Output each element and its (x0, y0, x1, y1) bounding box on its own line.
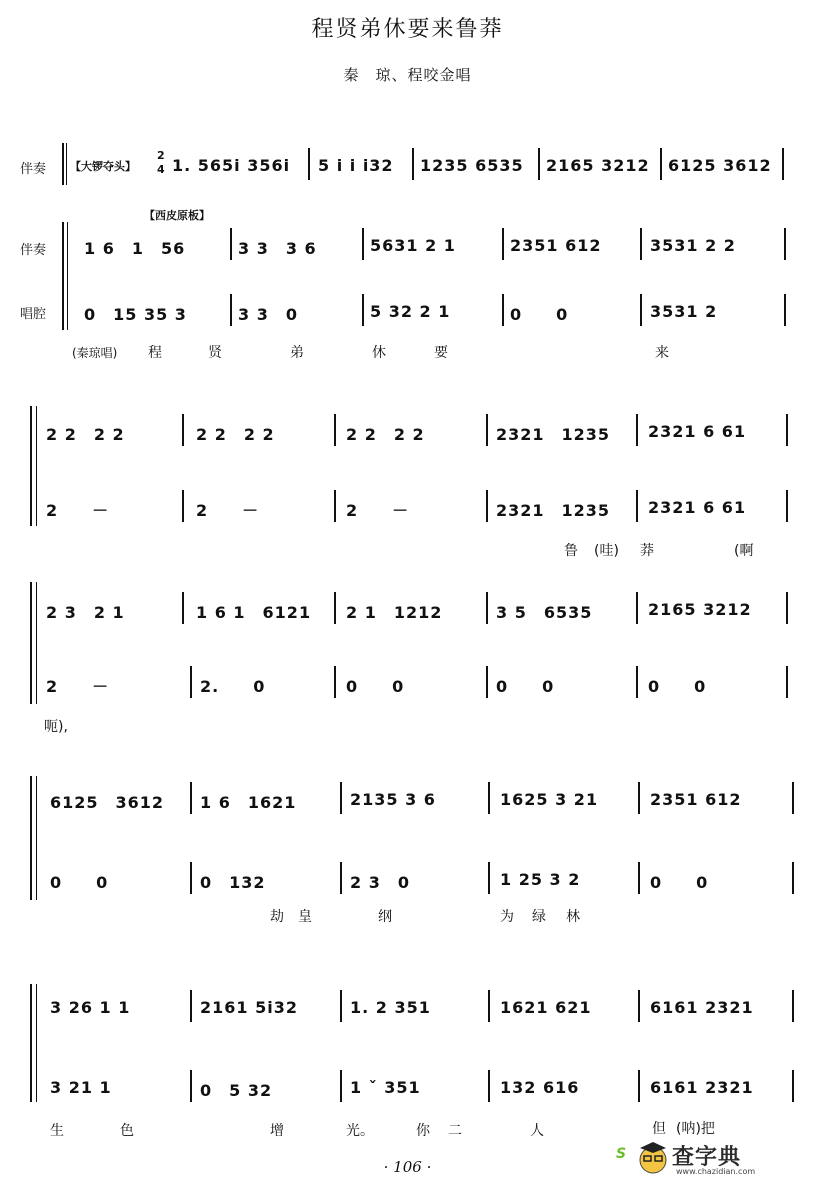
barline (792, 1070, 794, 1102)
measure: 2 3 0 (350, 873, 410, 892)
measure: 1235 6535 (420, 156, 524, 175)
barline (786, 490, 788, 522)
singer-label: (秦琼唱) (72, 346, 118, 360)
barline (636, 414, 638, 446)
lyric: 为 (500, 909, 514, 925)
measure: 1 6 1621 (200, 793, 297, 812)
barline (786, 592, 788, 624)
measure: 1. 565i 356i (172, 156, 291, 175)
measure: 1 6 1 6121 (196, 603, 312, 622)
barline (190, 666, 192, 698)
barline (340, 782, 342, 814)
barline (792, 782, 794, 814)
lyric: (呐)把 (676, 1121, 715, 1137)
barline (488, 1070, 490, 1102)
measure: 2165 3212 (648, 600, 752, 619)
mascot-icon (636, 1140, 670, 1176)
measure: 0 0 (648, 677, 707, 696)
barline (190, 782, 192, 814)
measure: 1621 621 (500, 998, 592, 1017)
barline (792, 862, 794, 894)
barline (486, 414, 488, 446)
barline (636, 490, 638, 522)
measure: 3 26 1 1 (50, 998, 131, 1017)
barline (784, 294, 786, 326)
lyric: 休 (372, 345, 386, 361)
measure: 2 － (196, 501, 260, 520)
barline (190, 862, 192, 894)
lyric: 弟 (290, 345, 304, 361)
barline (638, 782, 640, 814)
barline (412, 148, 414, 180)
lyric: 莽 (640, 543, 654, 559)
row-bracket-inner (36, 776, 37, 900)
row-bracket-inner (36, 984, 37, 1102)
lyric: 皇 (298, 909, 312, 925)
banshi-marker: 【西皮原板】 (144, 209, 210, 222)
lyric: 来 (655, 345, 669, 361)
barline (488, 990, 490, 1022)
barline (308, 148, 310, 180)
measure: 2321 6 61 (648, 498, 747, 517)
measure: 6125 3612 (50, 793, 165, 812)
measure: 5 i i i32 (318, 156, 394, 175)
measure: 2 1 1212 (346, 603, 443, 622)
time-signature-bottom: 4 (157, 163, 166, 176)
row-bracket-inner (67, 222, 68, 330)
lyric: 劫 (270, 909, 284, 925)
barline (486, 666, 488, 698)
page-subtitle: 秦 琼、程咬金唱 (343, 66, 472, 84)
measure: 1 25 3 2 (500, 870, 581, 889)
barline (182, 592, 184, 624)
row-bracket-inner (66, 143, 67, 185)
row-bracket (62, 143, 64, 185)
measure: 2135 3 6 (350, 790, 436, 809)
measure: 0 0 (50, 873, 109, 892)
measure: 2351 612 (650, 790, 742, 809)
lyric: 二 (448, 1123, 462, 1139)
lyric: 程 (148, 345, 162, 361)
watermark-url: www.chazidian.com (676, 1167, 756, 1176)
barline (340, 990, 342, 1022)
measure: 0 0 (650, 873, 709, 892)
measure: 2 － (46, 677, 110, 696)
gong-marker: 【大锣夺头】 (70, 160, 136, 173)
lyric: (啊 (734, 543, 754, 559)
barline (230, 228, 232, 260)
barline (230, 294, 232, 326)
measure: 6125 3612 (668, 156, 772, 175)
barline (190, 990, 192, 1022)
vocal-label: 唱腔 (20, 307, 47, 322)
measure: 2161 5i32 (200, 998, 298, 1017)
lyric: (哇) (594, 543, 619, 559)
row-bracket-inner (36, 582, 37, 704)
lyric: 增 (270, 1123, 284, 1139)
lyric: 生 (50, 1123, 64, 1139)
barline (502, 294, 504, 326)
lyric: 要 (434, 345, 448, 361)
barline (340, 862, 342, 894)
barline (182, 414, 184, 446)
measure: 2 － (46, 501, 110, 520)
barline (486, 592, 488, 624)
measure: 3 21 1 (50, 1078, 112, 1097)
measure: 0 5 32 (200, 1081, 273, 1100)
barline (786, 666, 788, 698)
accomp-label: 伴奏 (20, 162, 47, 177)
measure: 0 132 (200, 873, 266, 892)
row-bracket (62, 222, 64, 330)
measure: 0 15 35 3 (84, 305, 187, 324)
measure: 2 － (346, 501, 410, 520)
measure: 6161 2321 (650, 1078, 754, 1097)
measure: 3 3 3 6 (238, 239, 317, 258)
measure: 5 32 2 1 (370, 302, 451, 321)
measure: 3 3 0 (238, 305, 298, 324)
measure: 5631 2 1 (370, 236, 456, 255)
measure: 2. 0 (200, 677, 266, 696)
lyric: 人 (530, 1123, 544, 1139)
measure: 2321 1235 (496, 425, 611, 444)
measure: 2 2 2 2 (346, 425, 425, 444)
measure: 2 2 2 2 (46, 425, 125, 444)
page-title: 程贤弟休要来鲁莽 (311, 17, 504, 42)
barline (784, 228, 786, 260)
barline (190, 1070, 192, 1102)
row-bracket (30, 582, 32, 704)
measure: 3 5 6535 (496, 603, 593, 622)
lyric: 光。 (346, 1123, 374, 1139)
lyric: 贤 (208, 345, 222, 361)
barline (786, 414, 788, 446)
barline (340, 1070, 342, 1102)
page-number: · 106 · (383, 1158, 432, 1176)
measure: 1625 3 21 (500, 790, 599, 809)
measure: 0 0 (496, 677, 555, 696)
measure: 2 3 2 1 (46, 603, 125, 622)
barline (782, 148, 784, 180)
lyric: 鲁 (564, 543, 578, 559)
measure: 0 0 (346, 677, 405, 696)
barline (638, 862, 640, 894)
accomp-label: 伴奏 (20, 243, 47, 258)
watermark-badge: S (616, 1146, 627, 1162)
lyric: 但 (652, 1121, 666, 1137)
barline (334, 414, 336, 446)
barline (334, 490, 336, 522)
lyric: 色 (120, 1123, 134, 1139)
barline (636, 592, 638, 624)
watermark-logo (614, 1140, 804, 1178)
barline (502, 228, 504, 260)
measure: 6161 2321 (650, 998, 754, 1017)
measure: 1. 2 351 (350, 998, 431, 1017)
lyric: 你 (416, 1123, 430, 1139)
barline (334, 592, 336, 624)
barline (638, 990, 640, 1022)
measure: 1 6 1 56 (84, 239, 186, 258)
barline (334, 666, 336, 698)
measure: 1 ˇ 351 (350, 1078, 421, 1097)
measure: 3531 2 (650, 302, 718, 321)
row-bracket (30, 776, 32, 900)
barline (488, 862, 490, 894)
row-bracket-inner (36, 406, 37, 526)
barline (362, 228, 364, 260)
measure: 2321 6 61 (648, 422, 747, 441)
lyric: 呃), (44, 719, 68, 735)
measure: 3531 2 2 (650, 236, 736, 255)
barline (488, 782, 490, 814)
measure: 2321 1235 (496, 501, 611, 520)
measure: 0 0 (510, 305, 569, 324)
measure: 2165 3212 (546, 156, 650, 175)
barline (638, 1070, 640, 1102)
barline (182, 490, 184, 522)
lyric: 林 (566, 909, 580, 925)
row-bracket (30, 406, 32, 526)
row-bracket (30, 984, 32, 1102)
watermark-brand: 查字典 (672, 1145, 742, 1170)
lyric: 纲 (378, 909, 392, 925)
time-signature-top: 2 (157, 149, 166, 162)
barline (362, 294, 364, 326)
barline (636, 666, 638, 698)
measure: 2 2 2 2 (196, 425, 275, 444)
barline (660, 148, 662, 180)
barline (640, 294, 642, 326)
lyric: 绿 (532, 909, 546, 925)
barline (792, 990, 794, 1022)
barline (486, 490, 488, 522)
measure: 2351 612 (510, 236, 602, 255)
barline (640, 228, 642, 260)
barline (538, 148, 540, 180)
measure: 132 616 (500, 1078, 580, 1097)
